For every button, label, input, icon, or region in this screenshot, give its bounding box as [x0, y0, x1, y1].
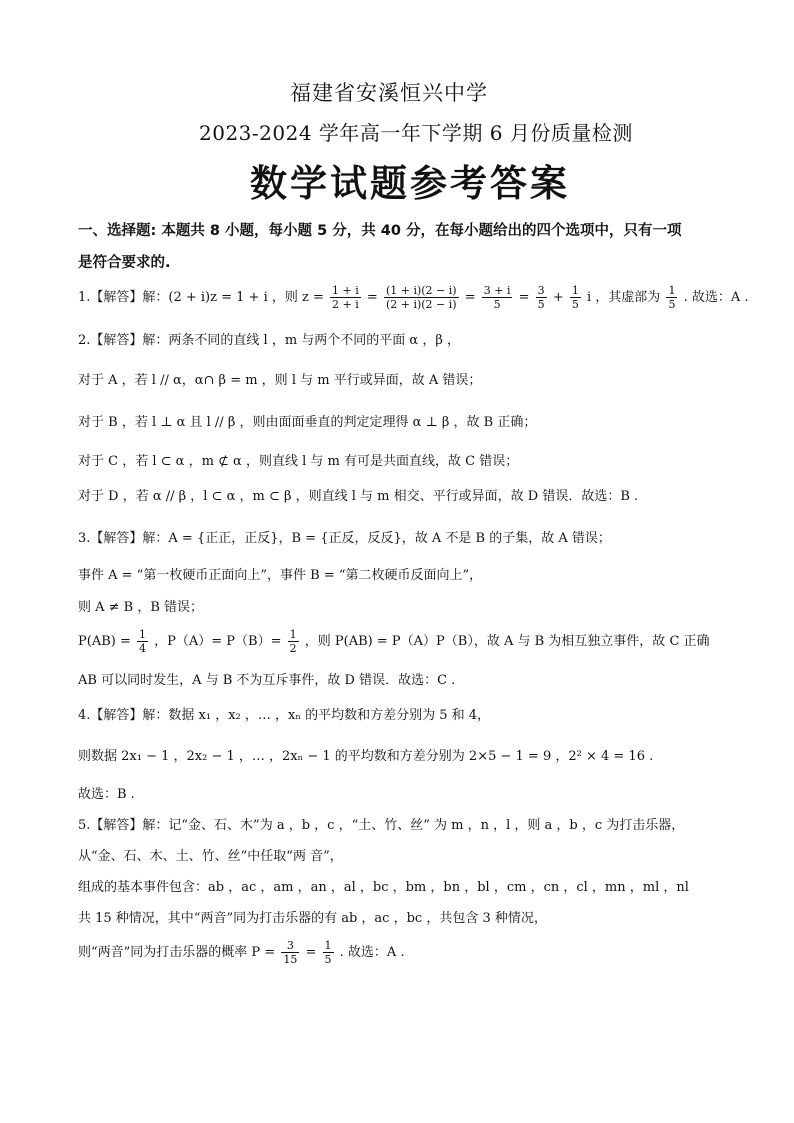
equals-sign: =: [464, 290, 476, 305]
q5-probability-text: 则“两音”同为打击乐器的概率 P =: [78, 945, 276, 960]
q3-fraction-1: $\frac{1}{4}$: [139, 628, 146, 655]
equals-sign: =: [366, 290, 378, 305]
page-title: 数学试题参考答案: [250, 162, 570, 205]
q2-line-4: 对于 C ，若 l ⊂ α ，m ⊄ α ，则直线 l 与 m 有可是共面直线，故 C 错误；: [78, 454, 519, 469]
q5-fraction-2: $\frac{1}{5}$: [324, 939, 332, 966]
q1-fraction-5: $\frac{1}{5}$: [571, 284, 579, 311]
equals-sign: =: [305, 945, 317, 960]
q1-fraction-1: $\frac{1 + i}{2 + i}$: [332, 284, 359, 311]
q3-line-4: [78, 627, 710, 657]
q2-line-3: 对于 B ，若 l ⊥ α 且 l // β ，则由面面垂直的判定定理得 α ⊥ β ，故 B 正确；: [78, 415, 537, 430]
section-heading-line1: 一、选择题: 本题共 8 小题，每小题 5 分，共 40 分，在每小题给出的四个选项中，只有一项: [78, 223, 682, 239]
q3-line-2: 事件 A = “第一枚硬币正面向上”，事件 B = “第二枚硬币反面向上”，: [78, 568, 483, 583]
q2-line-2: 对于 A ，若 l // α，α∩ β = m ，则 l 与 m 平行或异面，故 A 错误；: [78, 373, 482, 388]
q2-line-5: 对于 D ，若 α // β ，l ⊂ α ，m ⊂ β ，则直线 l 与 m 相交、平行或异面，故 D 错误．故选：B .: [78, 489, 639, 504]
q1-prefix: 1.【解答】解：(2 + i)z = 1 + i ，则 z =: [78, 290, 324, 305]
equals-sign: =: [518, 290, 530, 305]
plus-sign: +: [552, 290, 564, 305]
q3-line-5: AB 可以同时发生，A 与 B 不为互斥事件，故 D 错误．故选：C .: [78, 673, 456, 688]
school-name: 福建省安溪恒兴中学: [290, 81, 488, 105]
q1-suffix: . 故选：A .: [683, 290, 749, 305]
q3-line-1: 3.【解答】解：A = {正正，正反}，B = {正反，反反}，故 A 不是 B 的子集，故 A 错误；: [78, 531, 611, 546]
q5-answer: . 故选：A .: [339, 945, 405, 960]
q4-line-3: 故选：B .: [78, 787, 135, 802]
q2-line-1: 2.【解答】解：两条不同的直线 l ，m 与两个不同的平面 α ，β ，: [78, 333, 460, 348]
exam-title: 2023-2024 学年高一年下学期 6 月份质量检测: [199, 121, 633, 145]
q1-fraction-6: $\frac{1}{5}$: [668, 284, 676, 311]
q5-line-1: 5.【解答】解：记“金、石、木”为 a ，b ，c ，“土、竹、丝” 为 m ，n ，l ，则 a ，b ，c 为打击乐器，: [78, 818, 685, 833]
q5-fraction-1: $\frac{3}{15}$: [283, 939, 298, 966]
q3-fraction-2: $\frac{1}{2}$: [289, 628, 297, 655]
q5-line-3: 组成的基本事件包含：ab ，ac ，am ，an ，al ，bc ，bm ，bn ，bl ，cm ，cn ，cl ，mn ，ml ，nl: [78, 880, 689, 895]
q3-line-3: 则 A ≠ B ，B 错误；: [78, 600, 204, 615]
q1-middle-text: i ，其虚部为: [587, 290, 661, 305]
q4-line-2: 则数据 2x₁ − 1 ，2x₂ − 1 ，… ，2xₙ − 1 的平均数和方差分别为 2×5 − 1 = 9 ，2² × 4 = 16 .: [78, 749, 654, 764]
q1-fraction-4: $\frac{3}{5}$: [537, 284, 545, 311]
q1-fraction-2: $\frac{(1 + i)(2 - i)}{(2 + i)(2 - i)}$: [385, 284, 457, 311]
section-heading-line2: 是符合要求的.: [78, 255, 171, 271]
q5-line-2: 从“金、石、木、土、竹、丝”中任取“两 音”，: [78, 849, 343, 864]
q5-line-4: 共 15 种情况，其中“两音”同为打击乐器的有 ab ，ac ，bc ，共包含 3 种情况，: [78, 911, 547, 926]
q4-line-1: 4.【解答】解：数据 x₁ ，x₂ ，… ，xₙ 的平均数和方差分别为 5 和 4，: [78, 708, 491, 723]
q3-pa-pb: ，P（A）= P（B）=: [154, 634, 282, 649]
q5-line-5: [78, 938, 405, 968]
q1-fraction-3: $\frac{3 + i}{5}$: [483, 284, 511, 311]
q3-conclusion: ，则 P(AB) = P（A）P（B），故 A 与 B 为相互独立事件，故 C 正确: [304, 634, 710, 649]
q1-solution: [78, 283, 749, 313]
q3-pab: P(AB) =: [78, 634, 131, 649]
